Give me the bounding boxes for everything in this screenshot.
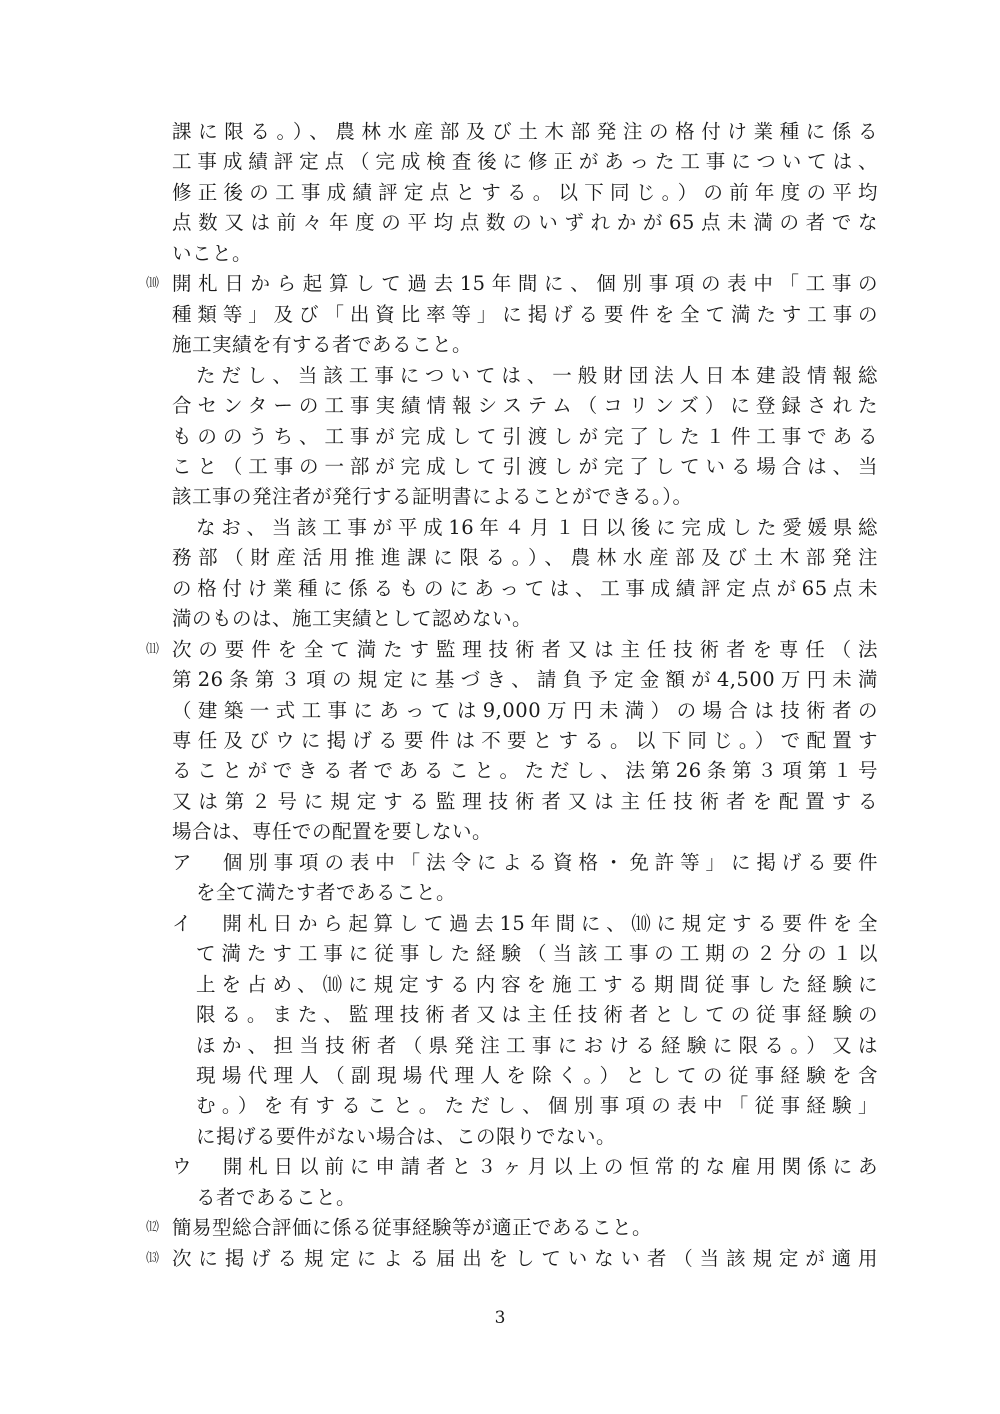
text-line: なお、当該工事が平成16年４月１日以後に完成した愛媛県総 [196,515,878,539]
text-line: もののうち、工事が完成して引渡しが完了した１件工事である [172,424,878,448]
text-line: の格付け業種に係るものにあっては、工事成績評定点が65点未 [172,576,878,600]
text-line: 満のものは、施工実績として認めない。 [172,607,533,631]
text-line: ウ 開札日以前に申請者と３ヶ月以上の恒常的な雇用関係にあ [172,1155,878,1179]
text-line: 種類等」及び「出資比率等」に掲げる要件を全て満たす工事の [172,302,878,326]
text-line: を全て満たす者であること。 [196,881,457,905]
text-line: む。）を有すること。ただし、個別事項の表中「従事経験」 [196,1094,878,1118]
item-number: ⑾ [146,641,159,657]
text-line: 課に限る。）、農林水産部及び土木部発注の格付け業種に係る [172,120,878,143]
item-number: ⒀ [146,1250,159,1266]
text-line: 工事成績評定点（完成検査後に修正があった工事については、 [172,150,878,174]
text-line: 務部（財産活用推進課に限る。）、農林水産部及び土木部発注 [172,546,878,570]
text-line: 次の要件を全て満たす監理技術者又は主任技術者を専任（法 [172,637,878,661]
text-line: 第26条第３項の規定に基づき、請負予定金額が4,500万円未満 [172,668,878,692]
text-line: 現場代理人（副現場代理人を除く。）としての従事経験を含 [196,1063,878,1087]
text-line: 又は第２号に規定する監理技術者又は主任技術者を配置する [172,789,878,813]
text-line: 施工実績を有する者であること。 [172,333,473,357]
text-line: 次に掲げる規定による届出をしていない者（当該規定が適用 [172,1246,878,1270]
text-line: 該工事の発注者が発行する証明書によることができる。）。 [172,485,693,509]
text-line: いこと。 [172,241,253,265]
text-line: 合センターの工事実績情報システム（コリンズ）に登録された [172,394,878,418]
text-line: 専任及びウに掲げる要件は不要とする。以下同じ。）で配置す [172,729,878,752]
text-line: 限る。また、監理技術者又は主任技術者としての従事経験の [196,1003,878,1027]
text-line: ただし、当該工事については、一般財団法人日本建設情報総 [196,363,878,387]
text-line: 点数又は前々年度の平均点数のいずれかが65点未満の者でな [172,211,878,235]
text-line: て満たす工事に従事した経験（当該工事の工期の２分の１以 [196,942,878,966]
page-number: 3 [494,1308,506,1328]
text-line: 開札日から起算して過去15年間に、個別事項の表中「工事の [172,272,878,296]
item-number: ⑽ [146,276,159,292]
text-line: 簡易型総合評価に係る従事経験等が適正であること。 [172,1216,653,1240]
text-line: る者であること。 [196,1185,357,1209]
text-line: ることができる者であること。ただし、法第26条第３項第１号 [172,759,878,783]
item-number: ⑿ [146,1220,159,1236]
text-line: こと（工事の一部が完成して引渡しが完了している場合は、当 [172,454,878,478]
text-line: イ 開札日から起算して過去15年間に、⑽に規定する要件を全 [172,911,878,935]
text-line: 上を占め、⑽に規定する内容を施工する期間従事した経験に [196,972,878,996]
text-line: （建築一式工事にあっては9,000万円未満）の場合は技術者の [172,698,878,722]
text-line: 修正後の工事成績評定点とする。以下同じ。）の前年度の平均 [172,180,878,204]
text-line: に掲げる要件がない場合は、この限りでない。 [196,1124,617,1148]
text-line: ア 個別事項の表中「法令による資格・免許等」に掲げる要件 [172,850,878,874]
text-line: ほか、担当技術者（県発注工事における経験に限る。）又は [196,1033,878,1057]
text-line: 場合は、専任での配置を要しない。 [172,820,493,844]
